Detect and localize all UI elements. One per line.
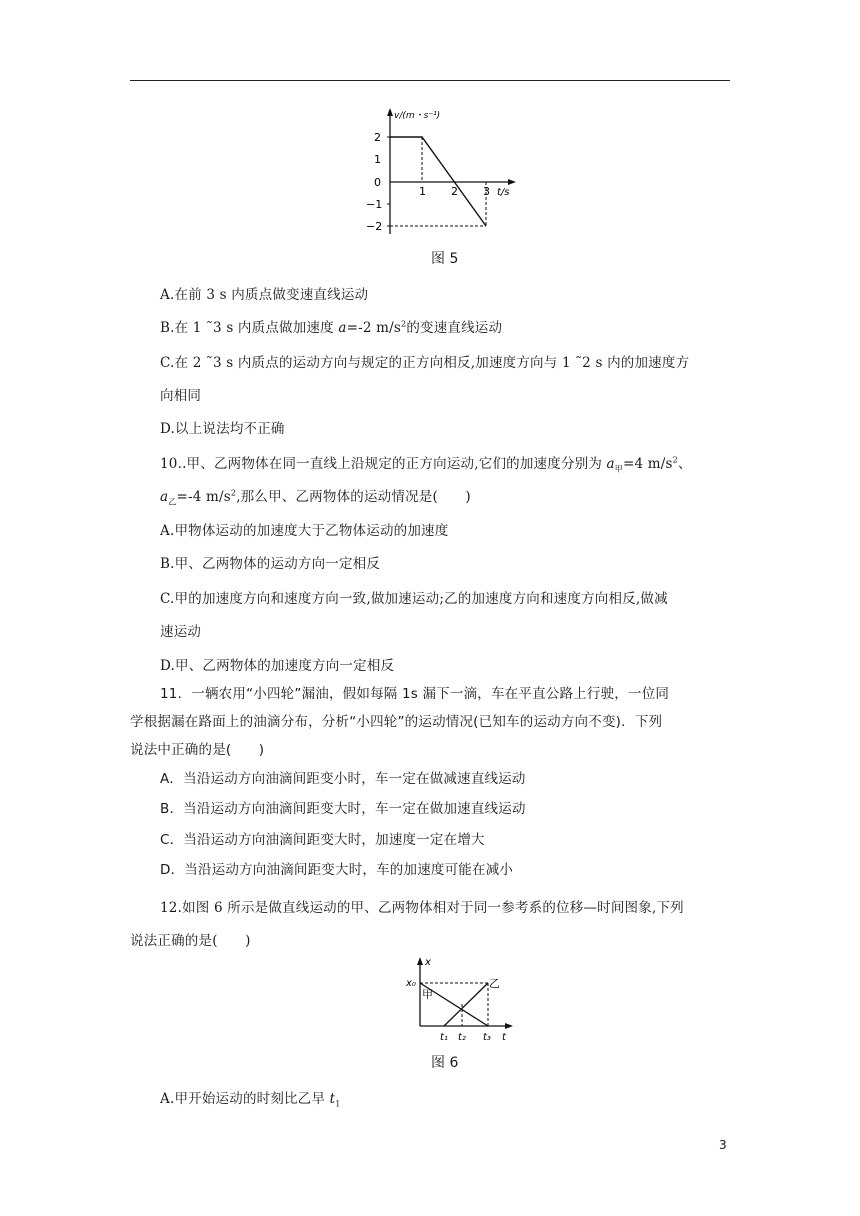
y-tick-2: 2: [374, 131, 381, 144]
q9-option-a: A.在前 3 s 内质点做变速直线运动: [160, 287, 369, 303]
x-axis-arrow: [505, 1023, 513, 1029]
q10-option-c-line1: C.甲的加速度方向和速度方向一致,做加速运动;乙的加速度方向和速度方向相反,做减: [160, 591, 668, 607]
q9-option-c-line1: C.在 2 ˜3 s 内质点的运动方向与规定的正方向相反,加速度方向与 1 ˜2 s 内的加速度方: [160, 355, 690, 371]
q11-option-a: A．当沿运动方向油滴间距变小时，车一定在做减速直线运动: [160, 771, 526, 787]
q12-stem-line1: 12.如图 6 所示是做直线运动的甲、乙两物体相对于同一参考系的位移—时间图象,下列: [160, 900, 684, 916]
q11-option-c: C．当沿运动方向油滴间距变大时，加速度一定在增大: [160, 832, 485, 848]
label-jia: 甲: [422, 988, 433, 1001]
q11-stem-line3: 说法中正确的是( ): [130, 742, 265, 758]
y-axis-arrow: [387, 108, 393, 116]
q11-option-d: D．当沿运动方向油滴间距变大时，车的加速度可能在减小: [160, 862, 514, 878]
q10-option-b: B.甲、乙两物体的运动方向一定相反: [160, 556, 381, 572]
q9-option-d: D.以上说法均不正确: [160, 421, 285, 437]
x-tick-3: 3: [483, 185, 490, 198]
y-tick-1: 1: [374, 153, 381, 166]
q9-option-c-line2: 向相同: [160, 388, 202, 404]
y-axis-label: x: [425, 957, 431, 968]
x-axis-label: t: [502, 1032, 506, 1043]
q12-stem-line2: 说法正确的是( ): [130, 933, 251, 949]
q11-stem-line2: 学根据漏在路面上的油滴分布，分析“小四轮”的运动情况(已知车的运动方向不变)．下列: [130, 714, 663, 730]
x-tick-2: 2: [451, 185, 458, 198]
q10-stem-line2: $a_乙=-4$ $m/s^2$,那么甲、乙两物体的运动情况是( ): [160, 488, 471, 507]
x-axis-arrow: [508, 179, 516, 185]
q10-option-c-line2: 速运动: [160, 624, 202, 640]
y-axis-label: v/(m・s⁻¹): [394, 111, 441, 121]
header-rule: [130, 80, 730, 81]
x0-label: x₀: [406, 978, 416, 989]
page-number: 3: [719, 1138, 727, 1152]
label-yi: 乙: [489, 977, 500, 990]
label-t3: t₃: [483, 1032, 491, 1043]
q11-stem-line1: 11．一辆农用“小四轮”漏油，假如每隔 1s 漏下一滴，车在平直公路上行驶，一位同: [160, 686, 670, 702]
x-axis-label: t/s: [497, 187, 510, 198]
q10-option-a: A.甲物体运动的加速度大于乙物体运动的加速度: [160, 523, 449, 539]
y-tick-minus2: −2: [366, 220, 383, 233]
y-tick-0: 0: [374, 176, 381, 189]
x-tick-1: 1: [419, 185, 426, 198]
q9-option-b: B.在 1 ˜3 s 内质点做加速度 a=-2 $m/s^2$的变速直线运动: [160, 319, 503, 336]
figure-6-caption: 图 6: [431, 1055, 459, 1071]
label-t2: t₂: [458, 1032, 466, 1043]
q10-stem-line1: 10..甲、乙两物体在同一直线上沿规定的正方向运动,它们的加速度分别为 $a_甲=4$ $m/s^2$、: [160, 455, 692, 474]
figure-5-caption: 图 5: [431, 251, 459, 267]
line-yi: [444, 983, 488, 1026]
y-axis-arrow: [417, 957, 423, 965]
label-t1: t₁: [440, 1032, 448, 1043]
figure-6-xt-graph: [404, 954, 524, 1046]
figure-5-vt-graph: [360, 104, 520, 238]
y-tick-minus1: −1: [366, 198, 383, 211]
q10-option-d: D.甲、乙两物体的加速度方向一定相反: [160, 658, 395, 674]
q11-option-b: B．当沿运动方向油滴间距变大时，车一定在做加速直线运动: [160, 801, 526, 817]
q12-option-a: A.甲开始运动的时刻比乙早 $t_1$: [160, 1091, 341, 1109]
